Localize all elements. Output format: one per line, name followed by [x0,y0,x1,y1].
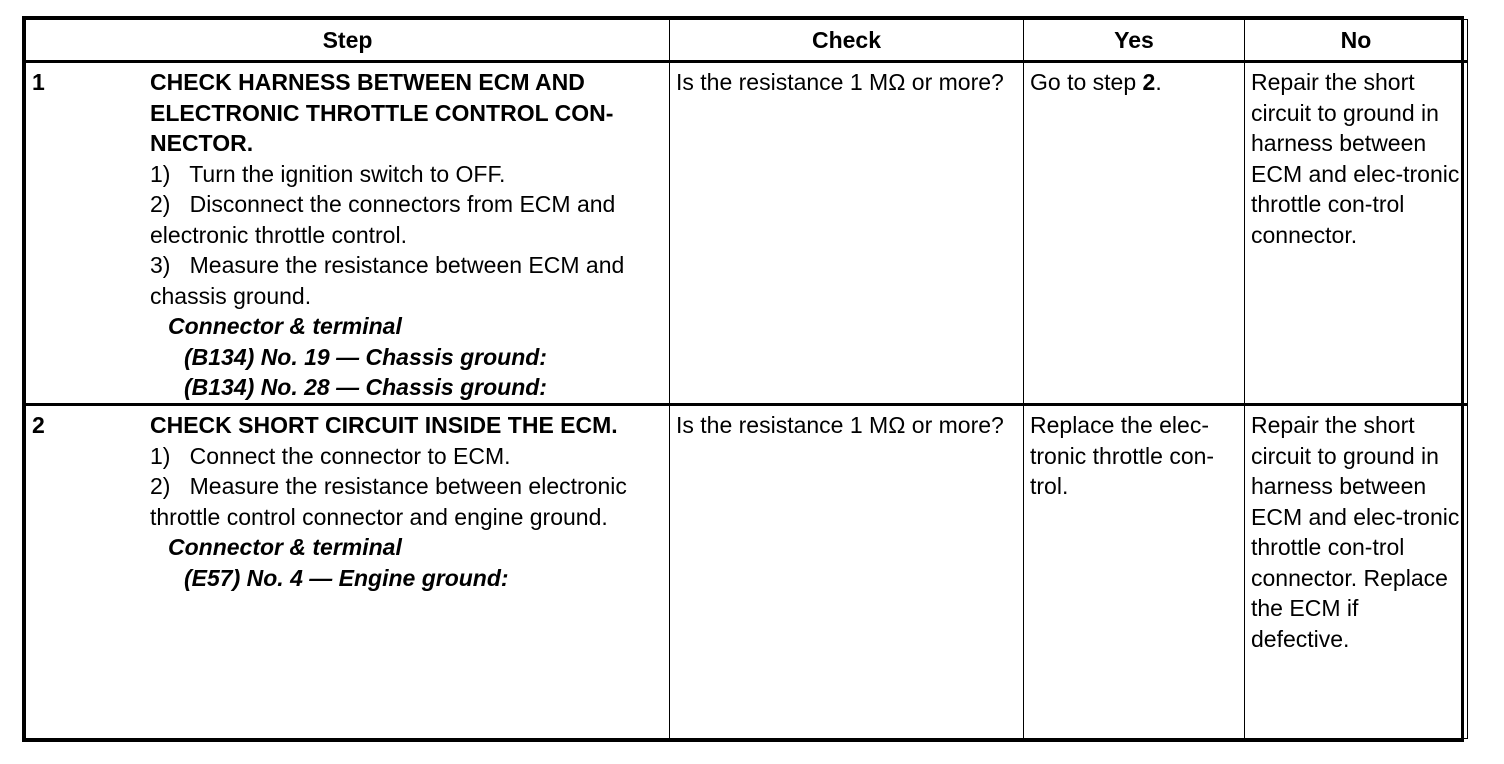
yes-cell [1024,62,1245,405]
step-title-line: CHECK HARNESS BETWEEN ECM AND [150,69,585,95]
header-no: No [1245,20,1468,62]
step-instruction: 2) Measure the resistance between electronic throttle control connector and engine ground. [150,473,634,530]
step-title-line: ELECTRONIC THROTTLE CONTROL CON- [150,99,614,126]
yes-text: Replace the elec-tronic throttle con-trol. [1030,412,1215,499]
step-title [150,410,659,441]
yes-cell [1024,405,1245,739]
step-title-line: NECTOR. [150,130,254,156]
step-number: 1 [32,69,45,95]
diagnostic-table-grid [25,19,1468,739]
step-cell [26,62,670,405]
connector-heading: Connector & terminal [168,534,402,560]
connector-item: (B134) No. 28 — Chassis ground: [184,374,547,400]
step-title-line: CHECK SHORT CIRCUIT INSIDE THE ECM. [150,412,618,438]
step-instruction: 3) Measure the resistance between ECM and chassis ground. [150,252,631,309]
header-yes: Yes [1024,20,1245,62]
no-text: Repair the short circuit to ground in harness between ECM and elec-tronic throttle con-trol connector. [1251,69,1460,248]
connector-heading: Connector & terminal [168,313,402,339]
no-cell [1245,405,1468,739]
header-row [26,20,1468,62]
yes-text [1024,63,1244,98]
step-instruction: 1) Turn the ignition switch to OFF. [150,160,506,187]
diagnostic-table [22,16,1464,742]
check-text: Is the resistance 1 MΩ or more? [676,412,1004,438]
step-instruction: 2) Disconnect the connectors from ECM and electronic throttle control. [150,191,622,248]
step-instruction: 1) Connect the connector to ECM. [150,442,511,469]
step-cell [26,405,670,739]
table-row [26,62,1468,405]
no-text: Repair the short circuit to ground in harness between ECM and elec-tronic throttle con-trol connector. Replace the ECM if defective. [1251,412,1460,652]
yes-text-suffix: . [1155,69,1162,95]
yes-step-ref: 2 [1142,69,1156,95]
header-check: Check [670,20,1024,62]
step-number: 2 [32,412,45,438]
table-row [26,405,1468,739]
step-title [150,67,659,159]
yes-text-prefix: Go to step [1030,69,1143,95]
check-cell [670,405,1024,739]
connector-item: (B134) No. 19 — Chassis ground: [184,343,547,370]
check-cell [670,62,1024,405]
connector-item: (E57) No. 4 — Engine ground: [184,564,509,591]
header-step: Step [26,20,670,62]
no-cell [1245,62,1468,405]
check-text: Is the resistance 1 MΩ or more? [676,69,1004,95]
